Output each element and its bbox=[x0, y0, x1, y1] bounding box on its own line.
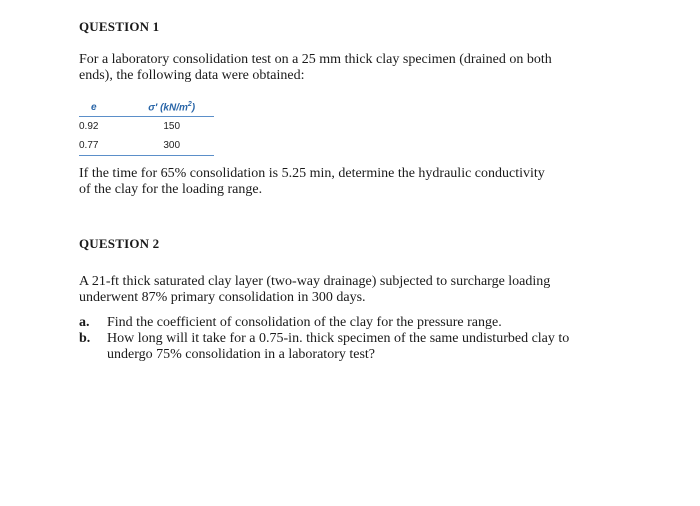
data-table bbox=[79, 99, 214, 156]
list-item bbox=[79, 331, 599, 363]
stress-cell: 150 bbox=[163, 121, 181, 132]
header-effective-stress bbox=[109, 99, 214, 117]
question-1-prompt: If the time for 65% consolidation is 5.25 min, determine the hydraulic conductivity of the clay for the loading range. bbox=[79, 166, 545, 197]
table-row bbox=[79, 136, 214, 156]
header-void-ratio: e bbox=[79, 99, 109, 117]
part-a-text: Find the coefficient of consolidation of the clay for the pressure range. bbox=[107, 315, 502, 330]
void-ratio-cell: 0.77 bbox=[79, 136, 109, 156]
question-1-intro: For a laboratory consolidation test on a 25 mm thick clay specimen (drained on both ends), the following data were obtained: bbox=[79, 52, 552, 83]
question-2-intro: A 21-ft thick saturated clay layer (two-way drainage) subjected to surcharge loading underwent 87% primary consolidation in 300 days. bbox=[79, 274, 551, 305]
header-effective-stress-close: ) bbox=[191, 102, 196, 114]
part-b-marker: b. bbox=[79, 331, 91, 346]
stress-cell: 300 bbox=[109, 136, 214, 156]
list-item bbox=[79, 315, 599, 331]
question-2-parts bbox=[79, 315, 599, 363]
header-effective-stress-label: σ′ (kN/m bbox=[148, 102, 188, 114]
header-effective-stress-exponent: 2 bbox=[187, 101, 192, 109]
question-2-heading: QUESTION 2 bbox=[79, 236, 160, 251]
void-ratio-cell: 0.92 bbox=[79, 121, 99, 132]
question-1-heading: QUESTION 1 bbox=[79, 19, 160, 34]
table-row bbox=[79, 117, 214, 137]
part-a-marker: a. bbox=[79, 315, 90, 330]
part-b-text: How long will it take for a 0.75-in. thick specimen of the same undisturbed clay to undergo 75% consolidation in a laboratory test? bbox=[107, 331, 570, 362]
